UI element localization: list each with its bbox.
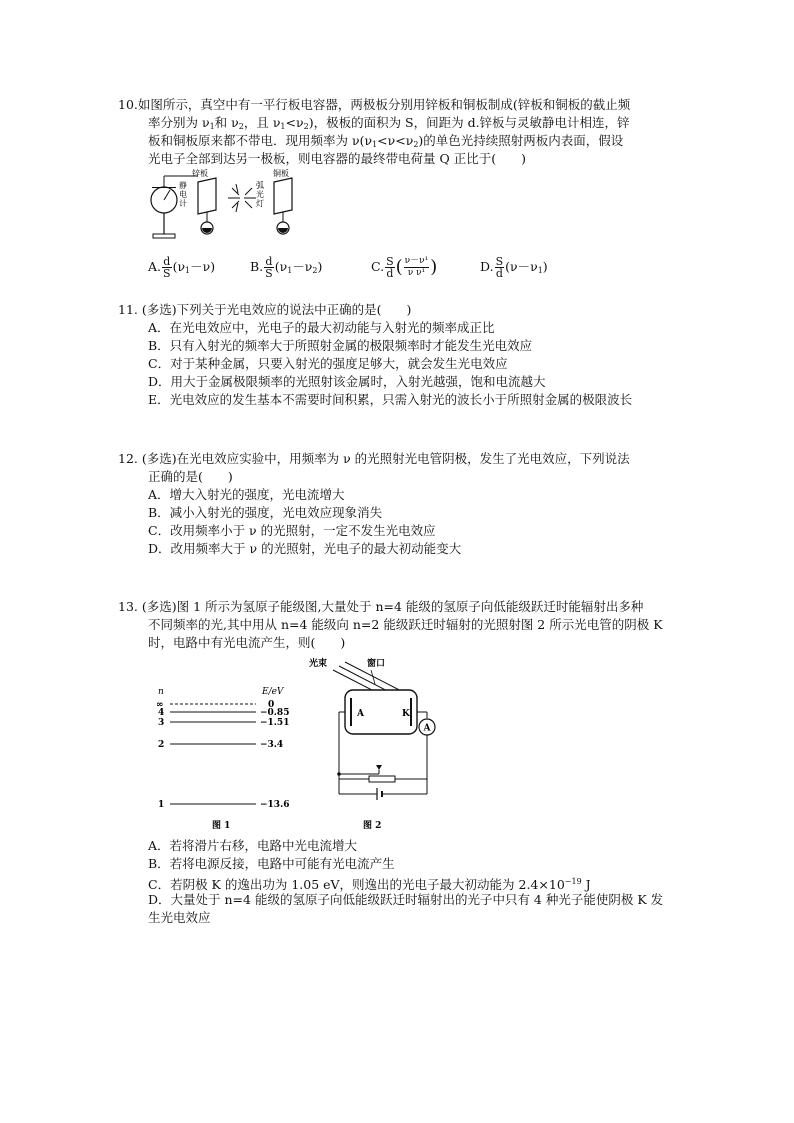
fig2-caption: 图 2 [363, 821, 382, 831]
q12-stem-line-1: 12. (多选)在光电效应实验中，用频率为 ν 的光照射光电管阴极，发生了光电效应，下列说法 [118, 451, 630, 466]
q13-option-b[interactable]: B．若将电源反接，电路中可能有光电流产生 [148, 856, 395, 871]
ammeter-label: A [423, 723, 431, 734]
q13-stem-line-1: 13. (多选)图 1 所示为氢原子能级图,大量处于 n=4 能级的氢原子向低能级跃迁时能辐射出多种 [118, 599, 644, 614]
q13-option-d-line-2[interactable]: 生光电效应 [148, 910, 211, 925]
fig1-e-label: E/eV [262, 687, 284, 697]
fig2-beam-label: 光束 [309, 659, 328, 669]
anode-label: A [357, 709, 364, 719]
q13-option-c[interactable]: C．若阴极 K 的逸出功为 1.05 eV，则逸出的光电子最大初动能为 $2.4\times 10^{-19}$ J [148, 877, 591, 892]
cathode-label: K [402, 709, 410, 719]
rheostat [369, 776, 395, 782]
level-n-4: 4 [158, 708, 165, 718]
phototube-circuit [305, 652, 440, 835]
q11-option-c[interactable]: C．对于某种金属，只要入射光的强度足够大，就会发生光电效应 [148, 356, 508, 371]
level-e-1: −13.6 [260, 800, 290, 810]
q13-option-a[interactable]: A．若将滑片右移，电路中光电流增大 [148, 838, 358, 853]
q11-option-d[interactable]: D．用大于金属极限频率的光照射该金属时，入射光越强，饱和电流越大 [148, 374, 546, 389]
q12-option-b[interactable]: B．减小入射光的强度，光电效应现象消失 [148, 505, 383, 520]
q12-stem-line-2: 正确的是( ) [148, 469, 233, 484]
svg-text:电: 电 [179, 190, 187, 199]
q12-option-c[interactable]: C．改用频率小于 ν 的光照射，一定不发生光电效应 [148, 523, 436, 538]
q11-option-a[interactable]: A．在光电效应中，光电子的最大初动能与入射光的频率成正比 [148, 320, 495, 335]
copper-plate [274, 178, 292, 214]
q10-stem-line-1: 10.如图所示，真空中有一平行板电容器，两极板分别用锌板和铜板制成(锌板和铜板的截止频 [118, 97, 631, 112]
level-e-4: −0.85 [260, 708, 290, 718]
svg-text:弧: 弧 [256, 181, 264, 190]
q11-option-b[interactable]: B．只有入射光的频率大于所照射金属的极限频率时才能发生光电效应 [148, 338, 533, 353]
fig2-window-label: 窗口 [367, 659, 386, 669]
label-meter-1: 静 [179, 181, 187, 190]
zinc-plate [198, 178, 216, 214]
level-n-2: 2 [158, 740, 165, 750]
svg-text:计: 计 [179, 199, 187, 208]
level-n-3: 3 [158, 718, 165, 728]
q13-stem-line-3: 时，电路中有光电流产生，则( ) [148, 635, 346, 650]
label-copper: 铜板 [273, 169, 289, 178]
q10-option-a[interactable]: A. $\frac{d}{S}$ $(\nu_1-\nu)$ [148, 255, 216, 280]
q10-figure [148, 168, 308, 246]
electrometer-needle [164, 190, 170, 200]
slider-arrow[interactable] [376, 765, 382, 770]
level-e-3: −1.51 [260, 718, 290, 728]
electrometer-base [153, 234, 175, 238]
level-e-2: −3.4 [260, 740, 284, 750]
q12-option-a[interactable]: A．增大入射光的强度，光电流增大 [148, 487, 345, 502]
label-zinc: 锌板 [192, 169, 208, 178]
arc-lamp-rays [228, 184, 256, 212]
svg-text:灯: 灯 [256, 199, 264, 208]
q11-stem: 11. (多选)下列关于光电效应的说法中正确的是( ) [118, 302, 412, 317]
q13-stem-line-2: 不同频率的光,其中用从 n=4 能级向 n=2 能级跃迁时辐射的光照射图 2 所示光电管的阴极 K [148, 617, 663, 632]
svg-text:光: 光 [256, 190, 264, 199]
fig1-n-label: n [158, 687, 164, 697]
q13-option-d-line-1[interactable]: D．大量处于 n=4 能级的氢原子向低能级跃迁时辐射出的光子中只有 4 种光子能使阴极 K 发 [148, 892, 664, 907]
level-e-inf: 0 [268, 700, 275, 710]
fig1-caption: 图 1 [212, 821, 231, 831]
q11-option-e[interactable]: E．光电效应的发生基本不需要时间积累，只需入射光的波长小于所照射金属的极限波长 [148, 392, 633, 407]
level-n-1: 1 [158, 800, 165, 810]
q12-option-d[interactable]: D．改用频率大于 ν 的光照射，光电子的最大初动能变大 [148, 541, 462, 556]
q10-option-b[interactable]: B. $\frac{d}{S}$ $(\nu_1-\nu_2)$ [250, 255, 323, 280]
q10-option-d[interactable]: D. $\frac{S}{d}$ $(\nu-\nu_1)$ [480, 255, 548, 280]
q10-option-c[interactable]: C. $\frac{S}{d}$ ( $\frac{\text{ν－ν¹}}{\text{ν ν¹}}$ ) [371, 255, 438, 280]
q10-stem-line-4: 光电子全部到达另一极板，则电容器的最终带电荷量 Q 正比于( ) [148, 151, 526, 166]
q10-stem-line-3: 板和铜板原来都不带电．现用频率为 $\nu(\nu_1<\nu<\nu_2)$的单色光持续照射两板内表面，假设 [148, 133, 624, 149]
q10-stem-line-2: 率分别为 $\nu_1$和 $\nu_2$，且 $\nu_1<\nu_2$)，极板的面积为 S，间距为 d.锌板与灵敏静电计相连，锌 [148, 115, 630, 131]
level-n-inf: ∞ [156, 700, 164, 710]
energy-level-diagram [150, 680, 300, 835]
